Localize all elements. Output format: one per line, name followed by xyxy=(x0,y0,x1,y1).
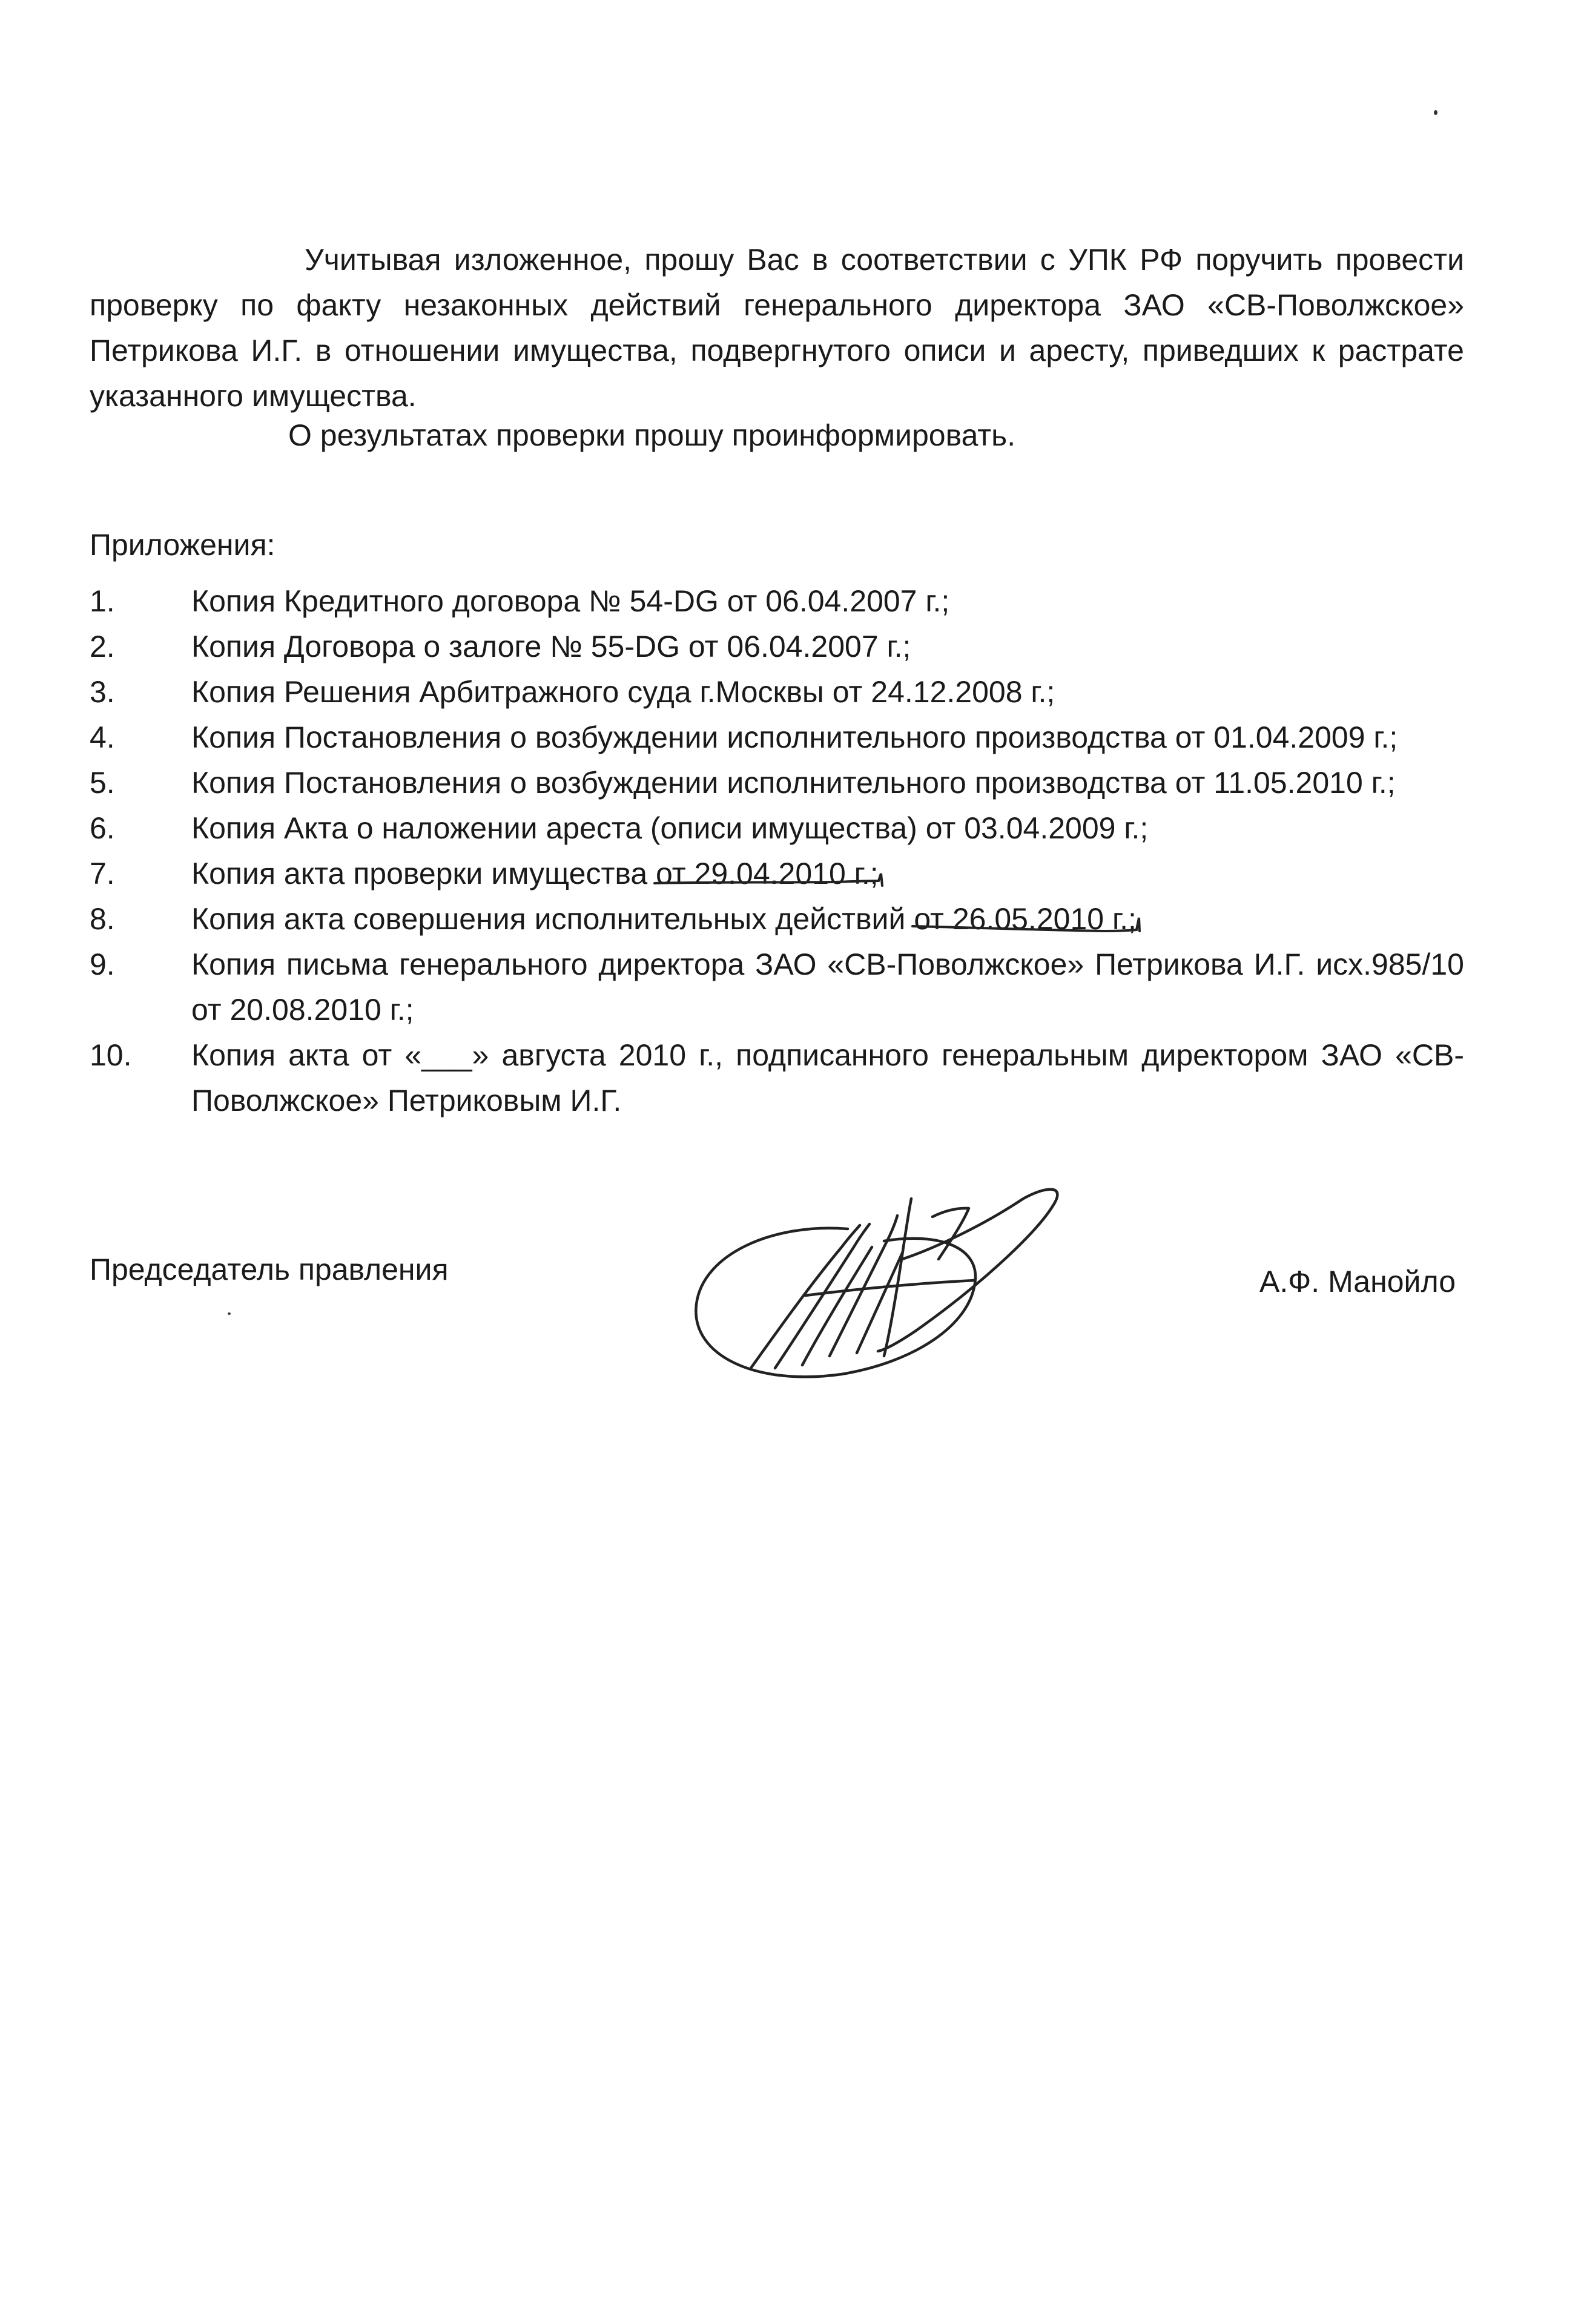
attachment-number: 10. xyxy=(90,1038,132,1072)
attachment-item xyxy=(90,897,1464,942)
attachment-text: Копия Акта о наложении ареста (описи имущества) от 03.04.2009 г.; xyxy=(191,811,1149,845)
attachment-number: 4. xyxy=(90,720,115,754)
scan-speck xyxy=(228,1312,231,1315)
attachment-item xyxy=(90,1033,1464,1124)
handwritten-underlined-date xyxy=(914,902,1137,936)
attachment-text: Копия письма генерального директора ЗАО «СВ-Поволжское» Петрикова И.Г. исх.985/10 от 20.08.2010 г.; xyxy=(191,947,1464,1027)
attachment-text: Копия Договора о залоге № 55-DG от 06.04.2007 г.; xyxy=(191,630,911,663)
attachment-text: Копия Кредитного договора № 54-DG от 06.04.2007 г.; xyxy=(191,584,950,618)
attachment-item xyxy=(90,942,1464,1033)
request-paragraph: О результатах проверки прошу проинформировать. xyxy=(288,418,1016,452)
attachment-number: 3. xyxy=(90,675,115,709)
attachment-item xyxy=(90,715,1464,760)
attachment-text: Копия Решения Арбитражного суда г.Москвы от 24.12.2008 г.; xyxy=(191,675,1055,709)
attachment-item xyxy=(90,806,1464,851)
handwritten-signature-icon xyxy=(684,1174,1072,1404)
attachment-number: 5. xyxy=(90,766,115,800)
attachment-text: Копия акта от «___» августа 2010 г., подписанного генеральным директором ЗАО «СВ-Поволжское» Петриковым И.Г. xyxy=(191,1038,1464,1118)
attachment-text: Копия Постановления о возбуждении исполнительного производства от 01.04.2009 г.; xyxy=(191,720,1398,754)
handwritten-underlined-date xyxy=(656,857,879,890)
attachments-label: Приложения: xyxy=(90,528,276,562)
attachment-item xyxy=(90,579,1464,624)
attachment-text-marked: от 29.04.2010 г.; xyxy=(656,857,879,890)
attachment-item xyxy=(90,760,1464,806)
attachment-text-marked: от 26.05.2010 г.; xyxy=(914,902,1137,936)
attachment-number: 2. xyxy=(90,630,115,663)
attachment-number: 6. xyxy=(90,811,115,845)
attachment-number: 9. xyxy=(90,947,115,981)
attachment-text: Копия акта совершения исполнительных действий xyxy=(191,902,914,936)
scan-speck xyxy=(1434,110,1437,115)
main-paragraph: Учитывая изложенное, прошу Вас в соответствии с УПК РФ поручить провести проверку по факту незаконных действий генерального директора ЗАО «СВ-Поволжское» Петрикова И.Г. в отношении имущества, подвергнутого описи и аресту, приведших к растрате указанного имущества. xyxy=(90,243,1464,413)
attachment-number: 8. xyxy=(90,902,115,936)
attachment-text: Копия Постановления о возбуждении исполнительного производства от 11.05.2010 г.; xyxy=(191,766,1396,800)
attachment-item xyxy=(90,670,1464,715)
attachment-item xyxy=(90,624,1464,670)
attachments-list xyxy=(90,579,1464,1124)
attachment-number: 1. xyxy=(90,584,115,618)
signatory-name: А.Ф. Манойло xyxy=(1259,1265,1456,1299)
attachment-item xyxy=(90,851,1464,897)
signatory-title: Председатель правления xyxy=(90,1253,449,1286)
attachment-text: Копия акта проверки имущества xyxy=(191,857,656,890)
attachment-number: 7. xyxy=(90,857,115,890)
